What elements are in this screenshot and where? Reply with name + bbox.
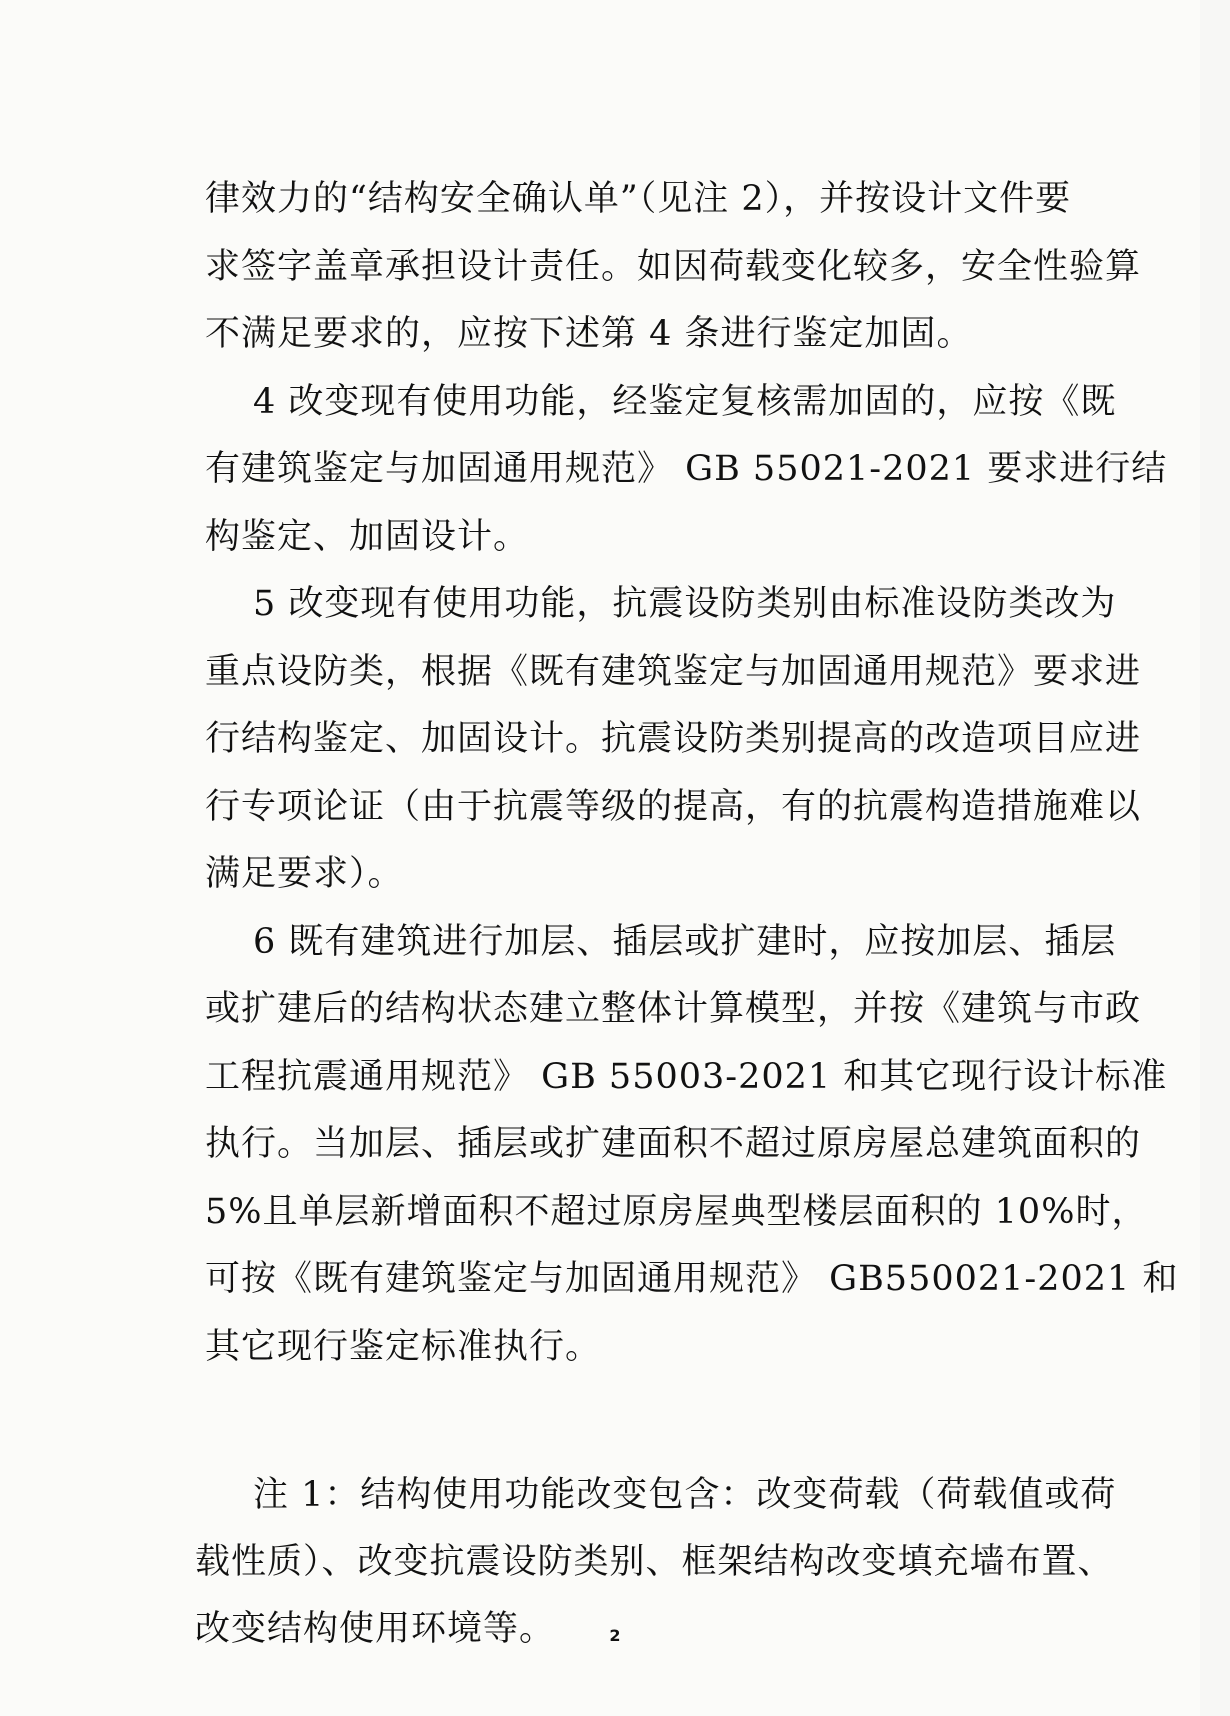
text-line: 重点设防类，根据《既有建筑鉴定与加固通用规范》要求进 bbox=[205, 651, 1142, 692]
paragraph-item-5 bbox=[205, 571, 1142, 909]
paragraph-item-4 bbox=[205, 369, 1168, 572]
text-line: 律效力的“结构安全确认单”（见注 2），并按设计文件要 bbox=[205, 179, 1072, 219]
body-text bbox=[205, 166, 1179, 1381]
note-line: 载性质）、改变抗震设防类别、框架结构改变填充墙布置、 bbox=[195, 1542, 1114, 1582]
text-line: 其它现行鉴定标准执行。 bbox=[205, 1326, 602, 1367]
text-line: 有建筑鉴定与加固通用规范》 GB 55021-2021 要求进行结 bbox=[205, 449, 1168, 489]
note-line: 改变结构使用环境等。 bbox=[195, 1609, 556, 1649]
text-line: 工程抗震通用规范》 GB 55003-2021 和其它现行设计标准 bbox=[205, 1056, 1168, 1097]
text-line: 求签字盖章承担设计责任。如因荷载变化较多，安全性验算 bbox=[205, 246, 1142, 287]
text-line: 5%且单层新增面积不超过原房屋典型楼层面积的 10%时， bbox=[205, 1191, 1148, 1232]
text-line: 或扩建后的结构状态建立整体计算模型，并按《建筑与市政 bbox=[205, 989, 1142, 1029]
text-line: 构鉴定、加固设计。 bbox=[205, 516, 530, 557]
text-line: 不满足要求的，应按下述第 4 条进行鉴定加固。 bbox=[205, 314, 973, 354]
text-line: 4 改变现有使用功能，经鉴定复核需加固的，应按《既 bbox=[253, 381, 1117, 422]
text-line: 执行。当加层、插层或扩建面积不超过原房屋总建筑面积的 bbox=[205, 1124, 1142, 1164]
text-line: 行结构鉴定、加固设计。抗震设防类别提高的改造项目应进 bbox=[205, 719, 1142, 759]
text-line: 行专项论证（由于抗震等级的提高，有的抗震构造措施难以 bbox=[205, 786, 1142, 827]
text-line: 满足要求）。 bbox=[205, 854, 404, 894]
paragraph-item-6 bbox=[205, 909, 1179, 1382]
paragraph-continuation bbox=[205, 166, 1142, 369]
page-number: 2 bbox=[609, 1626, 621, 1645]
note-line: 注 1：结构使用功能改变包含：改变荷载（荷载值或荷 bbox=[253, 1475, 1117, 1515]
text-line: 5 改变现有使用功能，抗震设防类别由标准设防类改为 bbox=[253, 584, 1117, 624]
text-line: 可按《既有建筑鉴定与加固通用规范》 GB550021-2021 和 bbox=[205, 1259, 1179, 1299]
text-line: 6 既有建筑进行加层、插层或扩建时，应按加层、插层 bbox=[253, 921, 1117, 962]
